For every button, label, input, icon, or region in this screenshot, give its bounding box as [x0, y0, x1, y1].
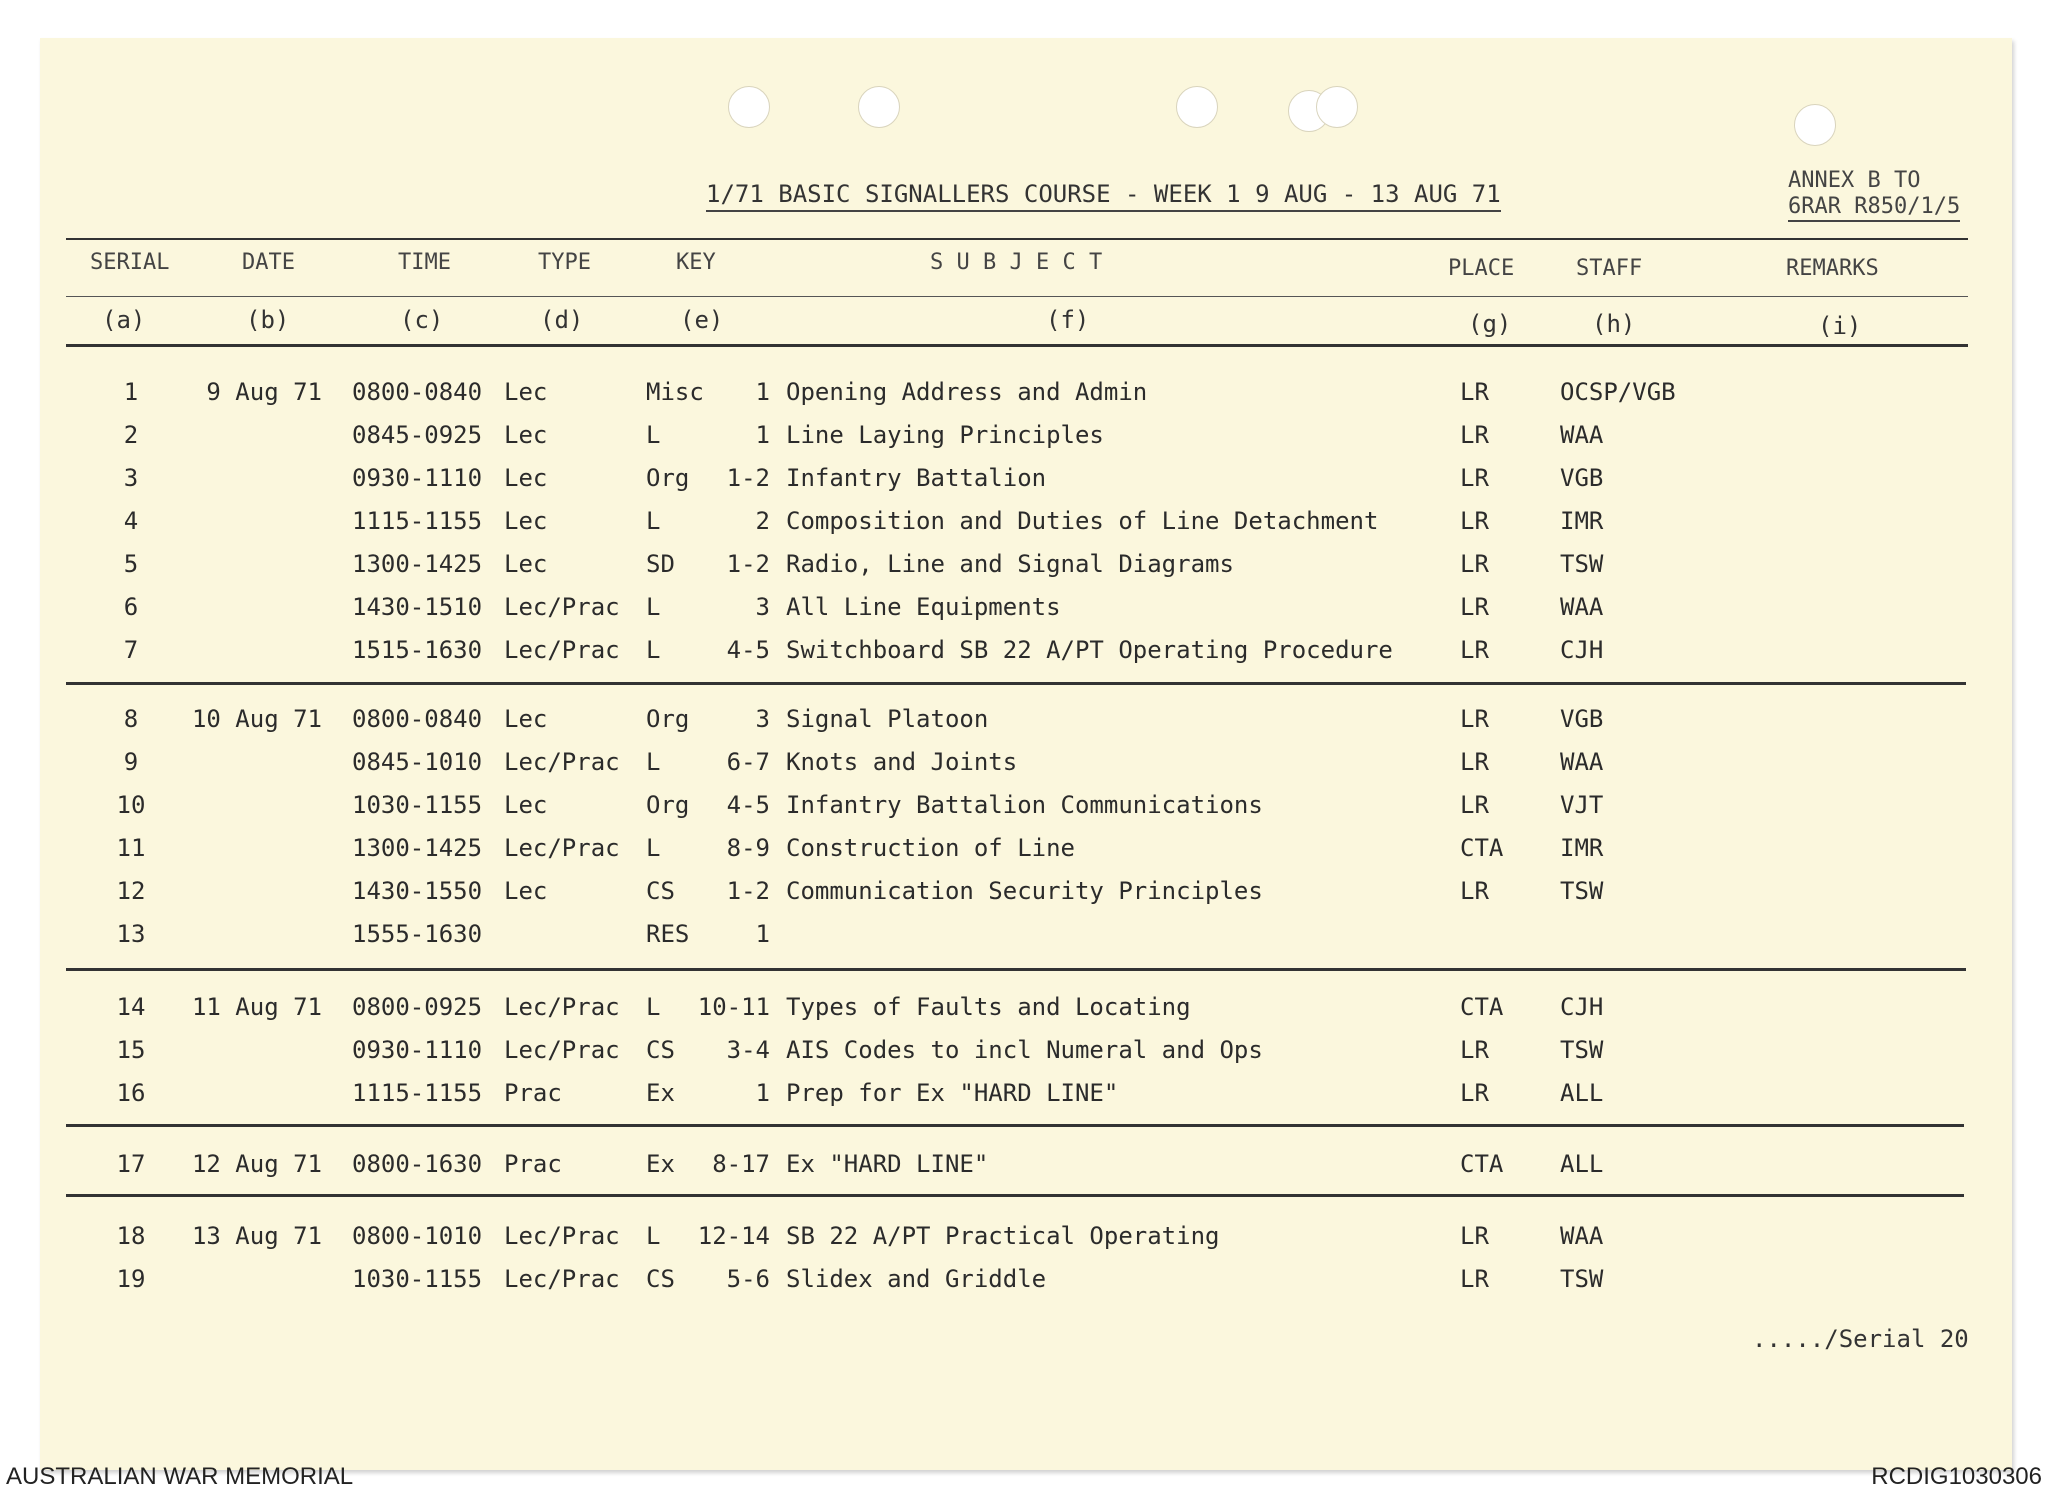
cell-serial: 8 [123, 705, 139, 733]
cell-time: 1515-1630 [352, 636, 483, 664]
cell-key-code: Ex [646, 1079, 675, 1107]
cell-key-num: 5-6 [726, 1265, 770, 1293]
cell-type: Lec/Prac [504, 993, 620, 1021]
cell-type: Lec [504, 464, 548, 492]
cell-time: 0800-1630 [352, 1150, 483, 1178]
column-header-staff: STAFF [1576, 256, 1643, 281]
cell-subject: Slidex and Griddle [786, 1265, 1047, 1293]
cell-staff: WAA [1560, 748, 1604, 776]
cell-key-code: CS [646, 877, 675, 905]
cell-staff: ALL [1560, 1150, 1604, 1178]
table-row [0, 378, 2048, 414]
table-row [0, 636, 2048, 672]
table-row [0, 993, 2048, 1029]
column-header-time: TIME [398, 250, 451, 275]
cell-subject: Communication Security Principles [786, 877, 1263, 905]
cell-key-code: RES [646, 920, 690, 948]
cell-key-code: L [646, 421, 661, 449]
cell-key-num: 1 [755, 920, 770, 948]
cell-key-code: L [646, 1222, 661, 1250]
cell-time: 1430-1550 [352, 877, 483, 905]
cell-place: LR [1460, 791, 1489, 819]
cell-key-code: Org [646, 705, 690, 733]
punch-hole [858, 86, 900, 128]
punch-hole [1316, 86, 1358, 128]
day-separator-rule [66, 968, 1966, 971]
cell-staff: WAA [1560, 421, 1604, 449]
cell-place: CTA [1460, 1150, 1504, 1178]
column-letter-h: (h) [1592, 310, 1636, 338]
cell-key-num: 2 [755, 507, 770, 535]
cell-serial: 11 [116, 834, 146, 862]
cell-type: Lec [504, 705, 548, 733]
cell-subject: Construction of Line [786, 834, 1075, 862]
table-row [0, 1079, 2048, 1115]
cell-place: LR [1460, 464, 1489, 492]
cell-time: 1030-1155 [352, 1265, 483, 1293]
table-row [0, 877, 2048, 913]
cell-key-num: 1-2 [726, 464, 770, 492]
cell-subject: Signal Platoon [786, 705, 989, 733]
cell-date: 10 Aug 71 [191, 705, 322, 733]
cell-serial: 19 [116, 1265, 146, 1293]
cell-time: 0800-0840 [352, 705, 483, 733]
cell-date: 13 Aug 71 [191, 1222, 322, 1250]
annex-reference [1788, 168, 1960, 222]
cell-key-num: 4-5 [726, 791, 770, 819]
cell-subject: SB 22 A/PT Practical Operating [786, 1222, 1220, 1250]
cell-serial: 18 [116, 1222, 146, 1250]
cell-key-code: Org [646, 791, 690, 819]
cell-subject: Knots and Joints [786, 748, 1018, 776]
column-letter-b: (b) [246, 306, 290, 334]
day-separator-rule [66, 1194, 1964, 1197]
cell-date: 12 Aug 71 [191, 1150, 322, 1178]
cell-type: Lec/Prac [504, 1222, 620, 1250]
column-header-remarks: REMARKS [1786, 256, 1879, 281]
column-header-serial: SERIAL [90, 250, 170, 275]
header-top-rule [66, 238, 1968, 240]
cell-key-num: 10-11 [697, 993, 770, 1021]
cell-type: Lec [504, 378, 548, 406]
table-row [0, 1036, 2048, 1072]
footer-record-id: RCDIG1030306 [1871, 1463, 2042, 1490]
cell-date: 9 Aug 71 [206, 378, 322, 406]
cell-key-code: SD [646, 550, 675, 578]
table-row [0, 791, 2048, 827]
annex-line-2: 6RAR R850/1/5 [1788, 194, 1960, 222]
cell-staff: CJH [1560, 993, 1604, 1021]
cell-place: LR [1460, 636, 1489, 664]
table-row [0, 705, 2048, 741]
cell-time: 1430-1510 [352, 593, 483, 621]
column-letter-f: (f) [1046, 306, 1090, 334]
cell-type: Prac [504, 1079, 562, 1107]
punch-hole [1176, 86, 1218, 128]
cell-key-num: 3 [755, 593, 770, 621]
cell-type: Lec/Prac [504, 593, 620, 621]
cell-serial: 5 [123, 550, 139, 578]
cell-key-num: 12-14 [697, 1222, 770, 1250]
cell-time: 0800-0840 [352, 378, 483, 406]
cell-staff: WAA [1560, 593, 1604, 621]
column-header-type: TYPE [538, 250, 591, 275]
table-row [0, 1150, 2048, 1186]
cell-serial: 16 [116, 1079, 146, 1107]
cell-subject: Opening Address and Admin [786, 378, 1148, 406]
cell-subject: AIS Codes to incl Numeral and Ops [786, 1036, 1263, 1064]
cell-serial: 12 [116, 877, 146, 905]
cell-staff: OCSP/VGB [1560, 378, 1676, 406]
cell-place: LR [1460, 1265, 1489, 1293]
table-row [0, 834, 2048, 870]
cell-type: Lec/Prac [504, 636, 620, 664]
annex-line-1: ANNEX B TO [1788, 168, 1921, 193]
table-row [0, 421, 2048, 457]
cell-place: LR [1460, 877, 1489, 905]
cell-time: 0800-1010 [352, 1222, 483, 1250]
cell-time: 0845-0925 [352, 421, 483, 449]
continuation-note: ...../Serial 20 [1752, 1325, 1969, 1353]
column-header-date: DATE [242, 250, 295, 275]
table-row [0, 920, 2048, 956]
cell-place: LR [1460, 1079, 1489, 1107]
table-row [0, 464, 2048, 500]
cell-time: 1300-1425 [352, 550, 483, 578]
cell-key-num: 6-7 [726, 748, 770, 776]
cell-key-num: 8-9 [726, 834, 770, 862]
cell-staff: WAA [1560, 1222, 1604, 1250]
cell-staff: IMR [1560, 507, 1604, 535]
cell-subject: All Line Equipments [786, 593, 1061, 621]
cell-key-num: 1 [755, 421, 770, 449]
cell-type: Lec [504, 550, 548, 578]
table-row [0, 748, 2048, 784]
column-letter-e: (e) [680, 306, 724, 334]
column-letter-g: (g) [1468, 310, 1512, 338]
cell-key-code: L [646, 834, 661, 862]
cell-serial: 17 [116, 1150, 146, 1178]
cell-type: Lec/Prac [504, 834, 620, 862]
cell-staff: ALL [1560, 1079, 1604, 1107]
cell-key-code: L [646, 507, 661, 535]
cell-place: CTA [1460, 834, 1504, 862]
column-letter-d: (d) [540, 306, 584, 334]
cell-serial: 9 [123, 748, 139, 776]
cell-type: Lec/Prac [504, 1265, 620, 1293]
column-letter-c: (c) [400, 306, 444, 334]
cell-time: 0845-1010 [352, 748, 483, 776]
cell-staff: TSW [1560, 1036, 1604, 1064]
cell-key-num: 4-5 [726, 636, 770, 664]
cell-place: LR [1460, 748, 1489, 776]
table-row [0, 593, 2048, 629]
column-header-key: KEY [676, 250, 716, 275]
cell-time: 0930-1110 [352, 1036, 483, 1064]
cell-key-code: CS [646, 1036, 675, 1064]
cell-serial: 15 [116, 1036, 146, 1064]
punch-hole [728, 86, 770, 128]
cell-serial: 6 [123, 593, 139, 621]
cell-place: LR [1460, 1222, 1489, 1250]
cell-staff: CJH [1560, 636, 1604, 664]
cell-staff: TSW [1560, 1265, 1604, 1293]
cell-time: 0930-1110 [352, 464, 483, 492]
cell-place: LR [1460, 1036, 1489, 1064]
cell-key-code: Misc [646, 378, 704, 406]
cell-key-num: 1-2 [726, 550, 770, 578]
cell-serial: 2 [123, 421, 139, 449]
cell-type: Lec/Prac [504, 748, 620, 776]
table-row [0, 550, 2048, 586]
cell-type: Lec [504, 791, 548, 819]
punch-hole [1794, 104, 1836, 146]
cell-place: LR [1460, 550, 1489, 578]
cell-serial: 1 [123, 378, 139, 406]
day-separator-rule [66, 1124, 1964, 1127]
cell-time: 1115-1155 [352, 1079, 483, 1107]
cell-date: 11 Aug 71 [191, 993, 322, 1021]
cell-serial: 3 [123, 464, 139, 492]
cell-place: LR [1460, 378, 1489, 406]
cell-staff: VGB [1560, 464, 1604, 492]
cell-subject: Prep for Ex "HARD LINE" [786, 1079, 1119, 1107]
cell-place: LR [1460, 593, 1489, 621]
cell-time: 0800-0925 [352, 993, 483, 1021]
cell-serial: 14 [116, 993, 146, 1021]
cell-subject: Infantry Battalion [786, 464, 1047, 492]
cell-staff: VGB [1560, 705, 1604, 733]
cell-type: Lec [504, 507, 548, 535]
cell-serial: 7 [123, 636, 139, 664]
cell-key-code: Ex [646, 1150, 675, 1178]
cell-serial: 13 [116, 920, 146, 948]
cell-type: Lec/Prac [504, 1036, 620, 1064]
cell-key-code: Org [646, 464, 690, 492]
cell-time: 1115-1155 [352, 507, 483, 535]
cell-key-code: L [646, 636, 661, 664]
cell-serial: 4 [123, 507, 139, 535]
cell-key-code: L [646, 593, 661, 621]
cell-staff: TSW [1560, 550, 1604, 578]
cell-key-num: 1 [755, 378, 770, 406]
cell-staff: VJT [1560, 791, 1604, 819]
header-mid-rule [66, 296, 1968, 297]
cell-key-num: 3 [755, 705, 770, 733]
cell-key-code: CS [646, 1265, 675, 1293]
cell-time: 1030-1155 [352, 791, 483, 819]
cell-type: Lec [504, 421, 548, 449]
cell-staff: IMR [1560, 834, 1604, 862]
cell-subject: Line Laying Principles [786, 421, 1104, 449]
table-row [0, 507, 2048, 543]
day-separator-rule [66, 682, 1966, 685]
cell-key-code: L [646, 993, 661, 1021]
cell-subject: Types of Faults and Locating [786, 993, 1191, 1021]
table-row [0, 1222, 2048, 1258]
cell-key-num: 8-17 [712, 1150, 770, 1178]
cell-staff: TSW [1560, 877, 1604, 905]
cell-key-num: 1 [755, 1079, 770, 1107]
cell-place: LR [1460, 421, 1489, 449]
cell-type: Prac [504, 1150, 562, 1178]
cell-time: 1300-1425 [352, 834, 483, 862]
header-bottom-rule [66, 344, 1968, 347]
cell-subject: Switchboard SB 22 A/PT Operating Procedure [786, 636, 1393, 664]
cell-subject: Radio, Line and Signal Diagrams [786, 550, 1234, 578]
table-row [0, 1265, 2048, 1301]
footer-source-label: AUSTRALIAN WAR MEMORIAL [6, 1463, 354, 1490]
cell-key-num: 3-4 [726, 1036, 770, 1064]
cell-time: 1555-1630 [352, 920, 483, 948]
cell-key-num: 1-2 [726, 877, 770, 905]
cell-place: LR [1460, 705, 1489, 733]
column-letter-a: (a) [102, 306, 146, 334]
column-header-subject: S U B J E C T [930, 250, 1103, 275]
cell-type: Lec [504, 877, 548, 905]
cell-subject: Ex "HARD LINE" [786, 1150, 989, 1178]
document-title: 1/71 BASIC SIGNALLERS COURSE - WEEK 1 9 AUG - 13 AUG 71 [706, 180, 1501, 212]
cell-place: LR [1460, 507, 1489, 535]
cell-serial: 10 [116, 791, 146, 819]
cell-place: CTA [1460, 993, 1504, 1021]
cell-subject: Composition and Duties of Line Detachment [786, 507, 1379, 535]
column-header-place: PLACE [1448, 256, 1515, 281]
cell-subject: Infantry Battalion Communications [786, 791, 1263, 819]
column-letter-i: (i) [1818, 312, 1862, 340]
cell-key-code: L [646, 748, 661, 776]
